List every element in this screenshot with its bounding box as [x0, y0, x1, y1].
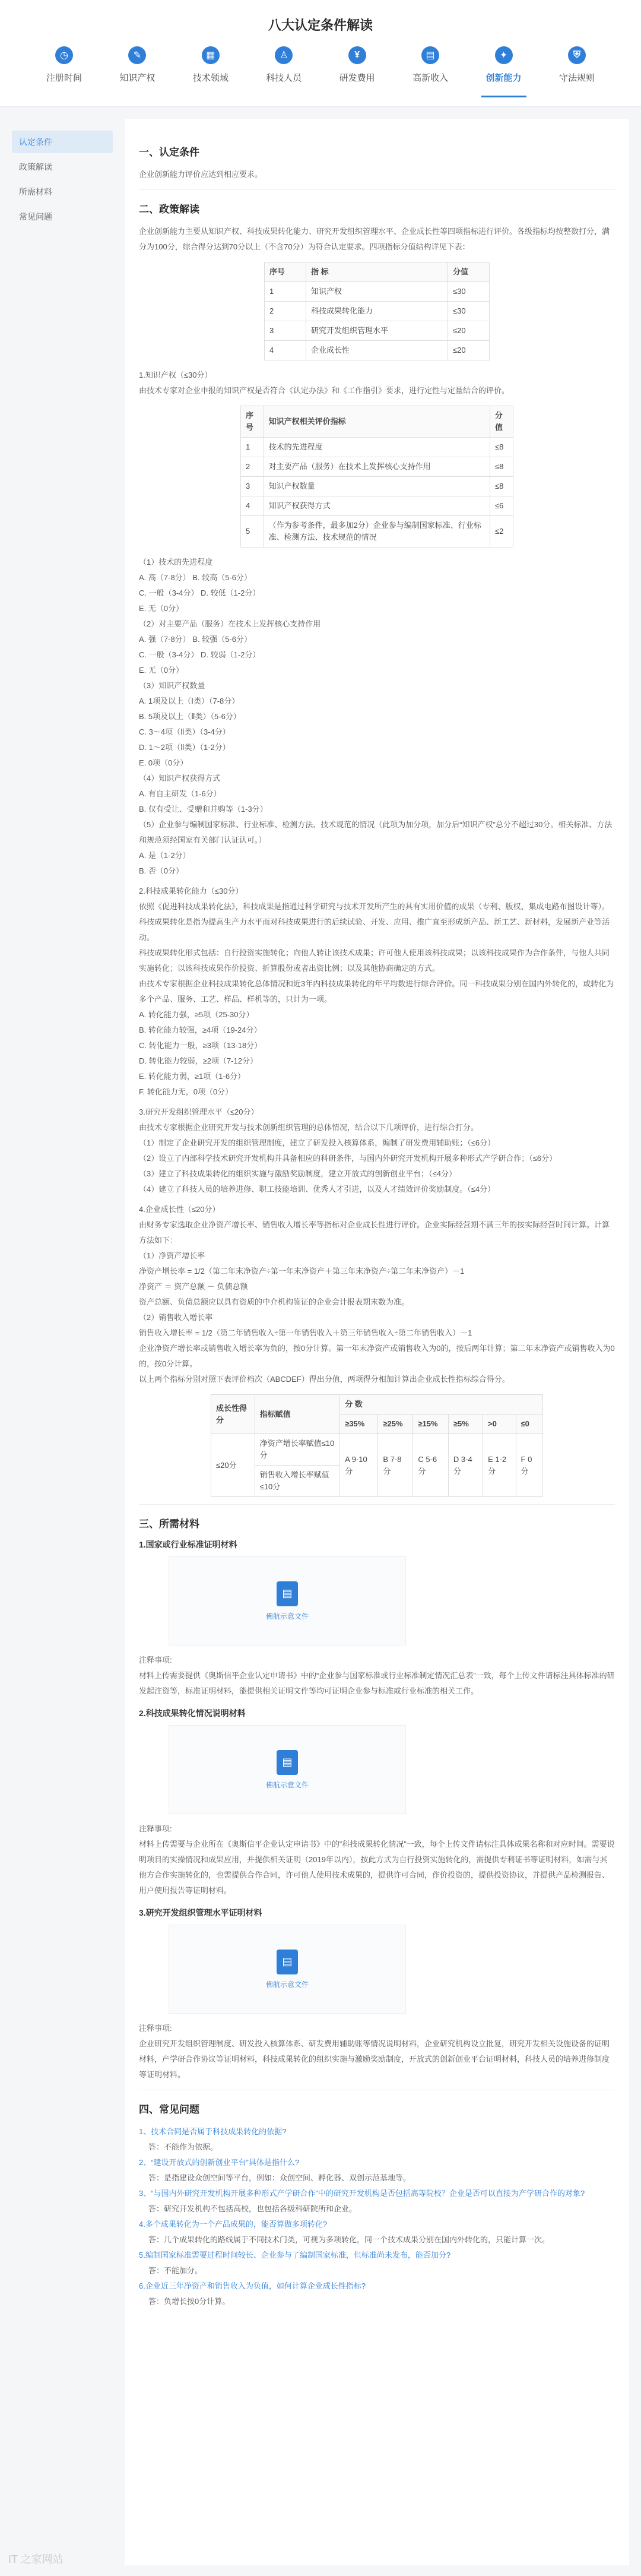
material-title: 1.国家或行业标准证明材料 — [139, 1540, 237, 1549]
table-cell: ≤20分 — [211, 1434, 255, 1497]
table-cell: C 5-6分 — [413, 1434, 449, 1497]
table-header-cell: ≥15% — [413, 1414, 449, 1434]
table-cell: 净资产增长率赋值≤10分 — [255, 1434, 340, 1466]
file-icon: ▤ — [277, 1750, 298, 1775]
list-item: 以上两个指标分别对照下表评价档次（ABCDEF）得出分值，两项得分相加计算出企业成长性指标综合得分。 — [139, 1375, 510, 1384]
table-cell: ≤8 — [490, 457, 513, 477]
list-item: B. 否（0分） — [139, 866, 184, 875]
tab-label: 研发费用 — [339, 73, 375, 83]
table-header-cell: 指 标 — [306, 262, 448, 282]
conversion-text — [139, 899, 615, 1007]
list-item: 依照《促进科技成果转化法》，科技成果是指通过科学研究与技术开发所产生的具有实用价值的成果（专利、版权、集成电路布图设计等）。科技成果转化是指为提高生产力水平而对科技成果进行的后续试验、开发、应用、推广直至形成新产品、新工艺、新材料，发展新产业等活动。 — [139, 902, 610, 942]
table-cell: D 3-4分 — [448, 1434, 483, 1497]
table-cell: B 7-8分 — [378, 1434, 413, 1497]
subsection-title: 2.科技成果转化能力（≤30分） — [139, 887, 243, 895]
list-item: A. 转化能力强，≥5项（25-30分） — [139, 1010, 254, 1019]
tab-7[interactable] — [475, 46, 532, 97]
list-item: （3）知识产权数量 — [139, 681, 205, 690]
sidebar-item[interactable]: 认定条件 — [12, 131, 113, 153]
list-item: A. 强（7-8分） B. 较强（5-6分） — [139, 635, 252, 644]
faq-question[interactable]: 3、“与国内外研究开发机构开展多种形式产学研合作”中的研究开发机构是否包括高等院校？企业是否可以直接为产学研合作的对象? — [139, 2189, 585, 2198]
material-title: 3.研究开发组织管理水平证明材料 — [139, 1908, 262, 1917]
table-header-cell: 序号 — [265, 262, 306, 282]
section-heading: 四、常见问题 — [139, 2104, 199, 2115]
tab-label: 注册时间 — [46, 73, 82, 83]
table-cell: 5 — [241, 516, 264, 548]
file-icon: ▤ — [277, 1581, 298, 1606]
table-row — [241, 516, 513, 548]
table-header-cell: ≤0 — [516, 1414, 542, 1434]
section-heading: 一、认定条件 — [139, 147, 199, 158]
certificate-icon: ✎ — [128, 46, 146, 64]
faq-answer: 答：负增长按0分计算。 — [148, 2297, 230, 2306]
subsection-title: 1.知识产权（≤30分） — [139, 371, 212, 379]
file-card[interactable] — [169, 1925, 406, 2014]
table-header-cell: ≥25% — [378, 1414, 413, 1434]
table-header-cell: >0 — [483, 1414, 516, 1434]
sidebar-item[interactable]: 所需材料 — [19, 187, 52, 197]
list-item: F. 转化能力无，0项（0分） — [139, 1087, 233, 1096]
table-cell: E 1-2分 — [483, 1434, 516, 1497]
faq-question[interactable]: 6.企业近三年净资产和销售收入为负值，如何计算企业成长性指标? — [139, 2281, 366, 2290]
tab-3[interactable] — [182, 46, 239, 97]
table-cell: 研究开发组织管理水平 — [306, 321, 448, 341]
list-item: 科技成果转化形式包括：自行投资实施转化；向他人转让该技术成果；许可他人使用该科技成果；以该科技成果作为合作条件，与他人共同实施转化；以该科技成果作价投资、折算股份或者出资比例；以及其他协商确定的方式。 — [139, 948, 610, 973]
table-cell: 1 — [265, 282, 306, 302]
file-card[interactable] — [169, 1725, 406, 1814]
table-header-cell: ≥35% — [340, 1414, 378, 1434]
note-text: 材料上传需要与企业所在《奥斯信平企业认定申请书》中的“科技成果转化情况”一致，每个上传文件请标注具体成果名称和对应时间。需要说明项目的实操情况和成果应用，并提供相关证明（2019年以内），按此方式为自行投资实施转化的，需提供专利证书等证明材料，如需与其他方合作实施转化的，也需提供合作合同，许可他人使用技术成果的，提供许可合同，作价投资的，提供投资协议，并提供产品检测报告、用户使用报告等证明材料。 — [139, 1840, 615, 1895]
header — [0, 0, 641, 107]
table-header-cell: 成长性得分 — [211, 1395, 255, 1434]
list-item: （3）建立了科技成果转化的组织实施与激励奖励制度，建立开放式的创新创业平台；（≤4分） — [139, 1169, 457, 1178]
tab-1[interactable] — [36, 46, 93, 97]
growth-text — [139, 1217, 615, 1387]
person-icon: ♙ — [275, 46, 293, 64]
table-header-cell: 序号 — [241, 406, 264, 438]
list-item: （4）建立了科技人员的培养进修、职工技能培训、优秀人才引进，以及人才绩效评价奖励制度。（≤4分） — [139, 1185, 496, 1194]
table-cell: 2 — [241, 457, 264, 477]
list-item: D. 转化能力较弱，≥2项（7-12分） — [139, 1056, 258, 1065]
tab-label: 技术领域 — [192, 73, 229, 83]
file-label: 佛航示意文件 — [265, 1980, 309, 1989]
faq-answer: 答：不能作为依据。 — [148, 2143, 218, 2151]
table-header-cell: 分值 — [490, 406, 513, 438]
tab-5[interactable] — [329, 46, 386, 97]
file-label: 佛航示意文件 — [265, 1780, 309, 1789]
subsection-title: 3.研究开发组织管理水平（≤20分） — [139, 1107, 259, 1116]
table-cell: ≤20 — [448, 341, 490, 360]
note-text: 材料上传需要提供《奥斯信平企业认定申请书》中的“企业参与国家标准或行业标准制定情况汇总表”一致，每个上传文件请标注具体标准的研发起注资等，标准证明材料，能提供相关证明文件等均可证明企业参与标准或行业标准的相关工作。 — [139, 1671, 615, 1695]
faq-answer: 答：研究开发机构不包括高校，也包括各级科研院所和企业。 — [148, 2204, 357, 2213]
table-cell: 2 — [265, 302, 306, 321]
list-item: A. 1项及以上（Ⅰ类）（7-8分） — [139, 697, 240, 705]
table-cell: 对主要产品（服务）在技术上发挥核心支持作用 — [264, 457, 490, 477]
list-item: 资产总额、负债总额应以具有资质的中介机构鉴证的企业会计报表期末数为准。 — [139, 1298, 410, 1306]
section-text: 由技术专家对企业申报的知识产权是否符合《认定办法》和《工作指引》要求，进行定性与定量结合的评价。 — [139, 386, 510, 395]
sidebar — [12, 131, 113, 230]
growth-table — [211, 1394, 543, 1497]
table-cell: ≤30 — [448, 282, 490, 302]
list-item: D. 1～2项（Ⅱ类）（1-2分） — [139, 743, 230, 752]
tab-label: 科技人员 — [266, 73, 302, 83]
table-header-cell: 指标赋值 — [255, 1395, 340, 1434]
table-cell: （作为参考条件，最多加2分）企业参与编制国家标准、行业标准、检测方法、技术规范的情况 — [264, 516, 490, 548]
table-cell: ≤6 — [490, 496, 513, 516]
list-item: B. 5项及以上（Ⅱ类）（5-6分） — [139, 712, 241, 721]
tab-label: 创新能力 — [485, 73, 522, 83]
list-item: （1）净资产增长率 — [139, 1251, 205, 1260]
table-row — [241, 496, 513, 516]
chart-icon: ▤ — [421, 46, 439, 64]
file-label: 佛航示意文件 — [265, 1612, 309, 1621]
clock-icon: ◷ — [55, 46, 73, 64]
list-item: （2）对主要产品（服务）在技术上发挥核心支持作用 — [139, 619, 321, 628]
sidebar-item[interactable]: 政策解读 — [19, 162, 52, 172]
file-icon: ▤ — [277, 1950, 298, 1974]
faq-question[interactable]: 2、“建设开放式的创新创业平台”具体是指什么? — [139, 2158, 300, 2167]
main-content — [125, 119, 629, 2565]
watermark: IT 之家网站 — [8, 2553, 64, 2565]
table-row — [211, 1434, 543, 1466]
note-label: 注释事项: — [139, 2024, 172, 2033]
table-row — [265, 321, 490, 341]
divider — [139, 1504, 615, 1505]
table-cell: 4 — [265, 341, 306, 360]
list-item: （1）制定了企业研究开发的组织管理制度，建立了研发投入核算体系，编制了研发费用辅助账；（≤6分） — [139, 1138, 496, 1147]
list-item: B. 仅有受让、受赠和并购等（1-3分） — [139, 805, 268, 814]
list-item: E. 转化能力弱，≥1项（1-6分） — [139, 1072, 246, 1081]
table-cell: 1 — [241, 438, 264, 457]
materials-list — [139, 1539, 615, 2083]
money-icon: ¥ — [348, 46, 366, 64]
table-cell: F 0分 — [516, 1434, 542, 1497]
table-header-cell: 分 数 — [340, 1395, 543, 1414]
table-row — [241, 477, 513, 496]
faq-question[interactable]: 1、技术合同是否属于科技成果转化的依据? — [139, 2127, 287, 2136]
table-cell: 知识产权获得方式 — [264, 496, 490, 516]
table-cell: 技术的先进程度 — [264, 438, 490, 457]
list-item: 企业净资产增长率或销售收入增长率为负的，按0分计算。第一年末净资产或销售收入为0的，按后两年计算；第二年末净资产或销售收入为0的，按0分计算。 — [139, 1344, 615, 1368]
table-header-cell: 分值 — [448, 262, 490, 282]
table-cell: 3 — [265, 321, 306, 341]
list-item: 由技术专家根据企业科技成果转化总体情况和近3年内科技成果转化的年平均数进行综合评价。同一科技成果分别在国内外转化的，或转化为多个产品、服务、工艺、样品、样机等的，只计为一项。 — [139, 979, 614, 1004]
list-item: （2）销售收入增长率 — [139, 1313, 213, 1322]
file-card[interactable] — [169, 1556, 406, 1645]
table-row — [265, 302, 490, 321]
table-header-row — [241, 406, 513, 438]
ip-criteria-list — [139, 555, 615, 879]
table-cell: 4 — [241, 496, 264, 516]
section-text: 企业创新能力主要从知识产权、科技成果转化能力、研究开发组织管理水平、企业成长性等四项指标进行评价。各级指标均按整数打分，满分为100分，综合得分达到70分以上（不含70分）为符合认定要求。四项指标分值结构详见下表： — [139, 227, 610, 251]
faq-answer: 答：是指建设众创空间等平台，例如：众创空间、孵化器、双创示范基地等。 — [148, 2173, 411, 2182]
list-item: E. 无（0分） — [139, 604, 184, 613]
table-row — [265, 282, 490, 302]
list-item: B. 转化能力较强，≥4项（19-24分） — [139, 1026, 262, 1034]
faq-answer: 答：不能加分。 — [148, 2266, 203, 2275]
table-header-cell: 知识产权相关评价指标 — [264, 406, 490, 438]
table-cell: 3 — [241, 477, 264, 496]
tab-bar — [36, 46, 605, 100]
section-text: 由技术专家根据企业研究开发与技术创新组织管理的总体情况，结合以下几项评价，进行综合打分。 — [139, 1123, 479, 1132]
list-item: 由财务专家选取企业净资产增长率、销售收入增长率等指标对企业成长性进行评价。企业实际经营期不满三年的按实际经营时间计算。计算方法如下： — [139, 1220, 610, 1245]
table-cell: ≤8 — [490, 477, 513, 496]
table-cell: 科技成果转化能力 — [306, 302, 448, 321]
table-header-cell: ≥5% — [448, 1414, 483, 1434]
list-item: C. 一般（3-4分） D. 较低（1-2分） — [139, 588, 261, 597]
section-heading: 二、政策解读 — [139, 204, 199, 215]
faq-list — [139, 2124, 615, 2309]
faq-question[interactable]: 4.多个成果转化为一个产品成果的，能否算做多项转化? — [139, 2220, 328, 2229]
table-cell: ≤30 — [448, 302, 490, 321]
subsection-title: 4.企业成长性（≤20分） — [139, 1205, 220, 1214]
list-item: A. 高（7-8分） B. 较高（5-6分） — [139, 573, 252, 582]
table-header-row — [211, 1395, 543, 1414]
list-item: （4）知识产权获得方式 — [139, 774, 221, 783]
material-title: 2.科技成果转化情况说明材料 — [139, 1708, 246, 1718]
tab-2[interactable] — [109, 46, 166, 97]
list-item: 净资产增长率 = 1/2（第二年末净资产÷第一年末净资产＋第三年末净资产÷第二年末净资产）－1 — [139, 1267, 465, 1276]
table-cell: 销售收入增长率赋值≤10分 — [255, 1466, 340, 1497]
list-item: 销售收入增长率 = 1/2（第二年销售收入÷第一年销售收入＋第三年销售收入÷第二年销售收入）－1 — [139, 1328, 472, 1337]
table-cell: A 9-10分 — [340, 1434, 378, 1497]
divider — [139, 189, 615, 190]
note-label: 注释事项: — [139, 1656, 172, 1664]
tab-label: 守法规则 — [559, 73, 595, 83]
management-criteria-list — [139, 1135, 615, 1197]
list-item: E. 无（0分） — [139, 666, 184, 675]
conversion-criteria-list — [139, 1007, 615, 1100]
list-item: A. 是（1-2分） — [139, 851, 191, 860]
page-title: 八大认定条件解读 — [268, 18, 373, 33]
table-row — [241, 438, 513, 457]
table-cell: ≤20 — [448, 321, 490, 341]
tab-4[interactable] — [255, 46, 312, 97]
faq-answer: 答：几个成果转化的路线属于不同技术门类，可视为多项转化，同一个技术成果分别在国内外转化的，只能计算一次。 — [148, 2235, 550, 2244]
list-item: E. 0项（0分） — [139, 758, 188, 767]
sidebar-item[interactable]: 常见问题 — [19, 212, 52, 221]
list-item: C. 一般（3-4分） D. 较弱（1-2分） — [139, 650, 261, 659]
tab-6[interactable] — [402, 46, 459, 97]
ip-table — [240, 406, 513, 548]
table-row — [241, 457, 513, 477]
list-item: C. 转化能力一般，≥3项（13-18分） — [139, 1041, 262, 1050]
grid-icon: ▦ — [202, 46, 220, 64]
table-cell: ≤2 — [490, 516, 513, 548]
shield-icon: ⛨ — [568, 46, 586, 64]
table-cell: 企业成长性 — [306, 341, 448, 360]
tab-8[interactable] — [548, 46, 605, 97]
list-item: （2）设立了内部科学技术研究开发机构并具备相应的科研条件，与国内外研究开发机构开展多种形式产学研合作；（≤6分） — [139, 1154, 557, 1163]
section-text: 企业创新能力评价应达到相应要求。 — [139, 170, 263, 179]
tab-label: 知识产权 — [119, 73, 156, 83]
score-table — [264, 262, 490, 360]
list-item: 净资产 ＝ 资产总额 － 负债总额 — [139, 1282, 248, 1291]
table-cell: ≤8 — [490, 438, 513, 457]
faq-question[interactable]: 5.编制国家标准需要过程时间较长、企业参与了编制国家标准，但标准尚未发布，能否加分? — [139, 2251, 451, 2259]
list-item: C. 3～4项（Ⅱ类）（3-4分） — [139, 727, 230, 736]
tab-label: 高新收入 — [412, 73, 449, 83]
list-item: A. 有自主研发（1-6分） — [139, 789, 221, 798]
lightbulb-icon: ✦ — [495, 46, 513, 64]
note-text: 企业研究开发组织管理制度、研发投入核算体系、研发费用辅助账等情况说明材料，企业研究机构设立批复，研究开发相关设施设备的证明材料，产学研合作协议等证明材料，科技成果转化的组织实施与激励奖励制度，开放式的创新创业平台证明材料，科技人员的培养进修制度等证明材料。 — [139, 2039, 610, 2079]
section-heading: 三、所需材料 — [139, 1518, 199, 1530]
list-item: （5）企业参与编制国家标准、行业标准、检测方法、技术规范的情况（此项为加分项，加分后“知识产权”总分不超过30分。相关标准、方法和规范须经国家有关部门认证认可。） — [139, 820, 613, 844]
note-label: 注释事项: — [139, 1824, 172, 1833]
table-cell: 知识产权数量 — [264, 477, 490, 496]
table-header-row — [265, 262, 490, 282]
list-item: （1）技术的先进程度 — [139, 558, 213, 567]
table-cell: 知识产权 — [306, 282, 448, 302]
table-row — [265, 341, 490, 360]
